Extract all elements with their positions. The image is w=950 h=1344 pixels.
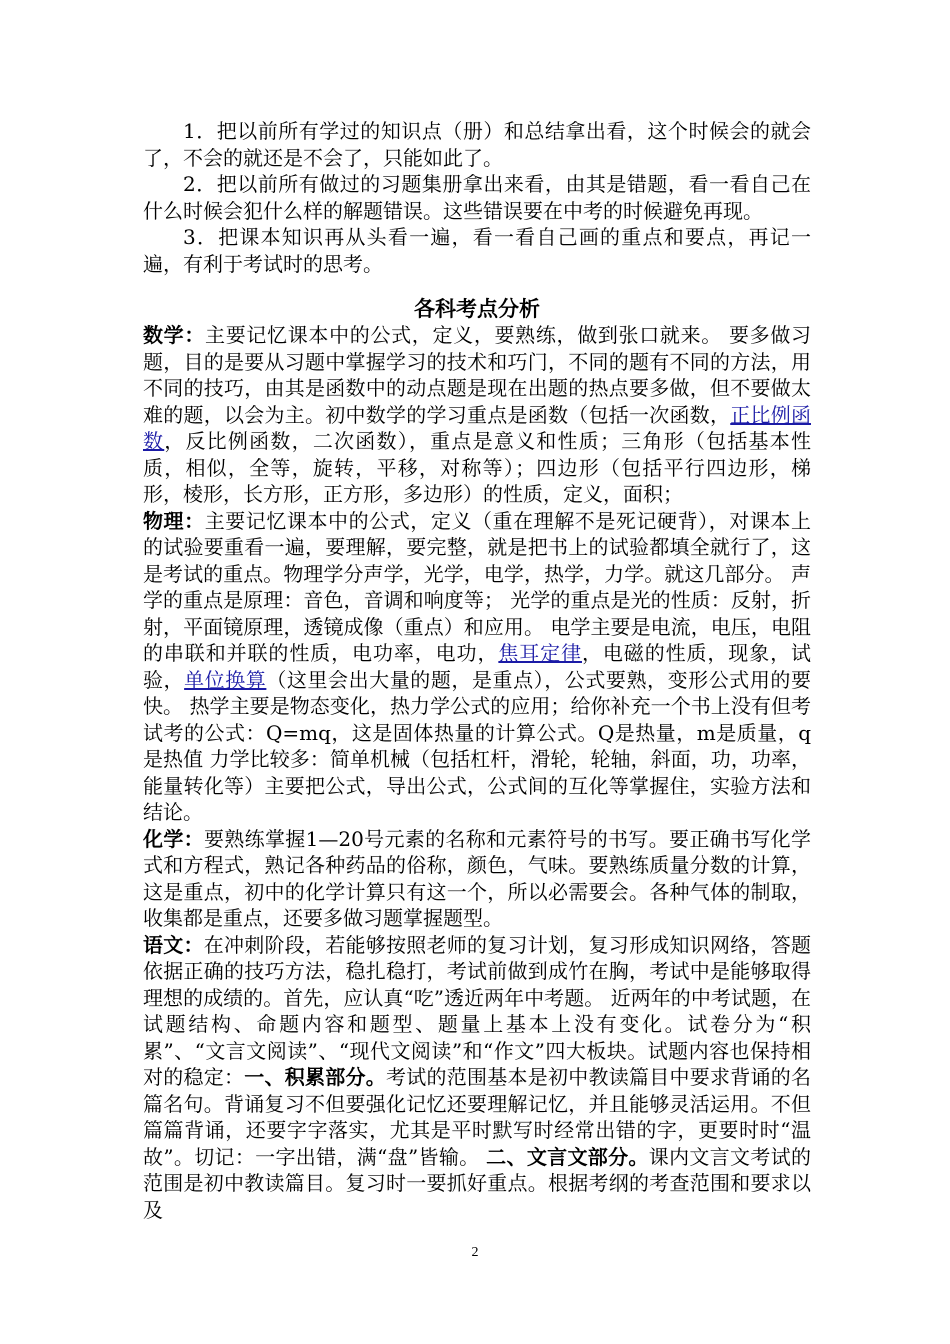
physics-section — [143, 508, 811, 826]
chemistry-text: 要熟练掌握1—20号元素的名称和元素符号的书写。要正确书写化学式和方程式，熟记各种药品的俗称，颜色，气味。要熟练质量分数的计算，这是重点，初中的化学计算只有这一个，所以必需要会。各种气体的制取，收集都是重点，还要多做习题掌握题型。 — [143, 826, 811, 930]
math-text-2: ，反比例函数，二次函数），重点是意义和性质；三角形（包括基本性质，相似，全等，旋转，平移，对称等）；四边形（包括平行四边形，梯形，棱形，长方形，正方形，多边形）的性质，定义，面积； — [143, 429, 812, 506]
chinese-heading: 语文： — [143, 932, 204, 957]
math-heading: 数学： — [143, 323, 206, 347]
chinese-subheading-1: 一、积累部分。 — [244, 1065, 386, 1089]
math-section — [143, 322, 811, 508]
link-unit-conversion[interactable]: 单位换算 — [184, 667, 267, 692]
chinese-text-2: 考试的范围基本是初中教读篇目中要求背诵的名篇名句。背诵复习不但要强化记忆还要理解记忆，并且能够灵活运用。不但篇篇背诵，还要字字落实，尤其是平时默写时经常出错的字，更要时时“温故”。切记：一字出错，满“盘”皆输。 — [143, 1065, 811, 1169]
physics-text-1: 主要记忆课本中的公式，定义（重在理解不是死记硬背），对课本上的试验要重看一遍，要理解，要完整，就是把书上的试验都填全就行了，这是考试的重点。物理学分声学，光学，电学，热学，力学。就这几部分。 声学的重点是原理：音色，音调和响度等； 光学的重点是光的性质：反射，折射，平面镜原理，透镜成像（重点）和应用。 电学主要是电流，电压，电阻的串联和并联的性质，电功率，电功， — [143, 508, 811, 665]
document-body — [143, 118, 811, 1223]
chemistry-heading: 化学： — [143, 826, 204, 851]
page-number: 2 — [471, 1245, 479, 1260]
chinese-text-3: 课内文言文考试的范围是初中教读篇目。复习时一要抓好重点。根据考纲的考查范围和要求以及 — [143, 1144, 812, 1222]
chinese-text-1: 在冲刺阶段，若能够按照老师的复习计划，复习形成知识网络，答题依据正确的技巧方法，稳扎稳打，考试前做到成竹在胸，考试中是能够取得理想的成绩的。首先，应认真“吃”透近两年中考题。 近两年的中考试题，在试题结构、命题内容和题型、题量上基本上没有变化。试卷分为“积累”、“文言文阅读”、“现代文阅读”和“作文”四大板块。试题内容也保持相对的稳定： — [143, 932, 811, 1089]
physics-text-3: （这里会出大量的题，是重点），公式要熟，变形公式用的要快。 热学主要是物态变化，热力学公式的应用；给你补充一个书上没有但考试考的公式：Q=mq，这是固体热量的计算公式。Q是热量，m是质量，q是热值 力学比较多：简单机械（包括杠杆，滑轮，轮轴，斜面，功，功率，能量转化等）主要把公式，导出公式，公式间的互化等掌握住，实验方法和结论。 — [143, 667, 811, 824]
math-text-1: 主要记忆课本中的公式，定义，要熟练，做到张口就来。 要多做习题，目的是要从习题中掌握学习的技术和巧门，不同的题有不同的方法，用不同的技巧，由其是函数中的动点题是现在出题的热点要多做，但不要做太难的题，以会为主。初中数学的学习重点是函数（包括一次函数， — [143, 323, 812, 427]
section-title: 各科考点分析 — [414, 296, 540, 321]
tip-paragraph-3: 3．把课本知识再从头看一遍，看一看自己画的重点和要点，再记一遍，有利于考试时的思考。 — [143, 225, 811, 276]
link-joule-law[interactable]: 焦耳定律 — [498, 641, 582, 665]
link-direct-proportion-function[interactable]: 正比例函数 — [143, 402, 811, 453]
chinese-subheading-2: 二、文言文部分。 — [486, 1144, 649, 1169]
tip-paragraph-2: 2．把以前所有做过的习题集册拿出来看，由其是错题，看一看自己在什么时候会犯什么样的解题错误。这些错误要在中考的时候避免再现。 — [143, 172, 811, 223]
physics-heading: 物理： — [143, 508, 205, 533]
physics-text-2: ，电磁的性质，现象，试验， — [143, 641, 812, 692]
chinese-section — [143, 932, 811, 1224]
tip-paragraph-1: 1．把以前所有学过的知识点（册）和总结拿出看，这个时候会的就会了，不会的就还是不会了，只能如此了。 — [143, 119, 811, 170]
chemistry-section — [143, 826, 811, 932]
